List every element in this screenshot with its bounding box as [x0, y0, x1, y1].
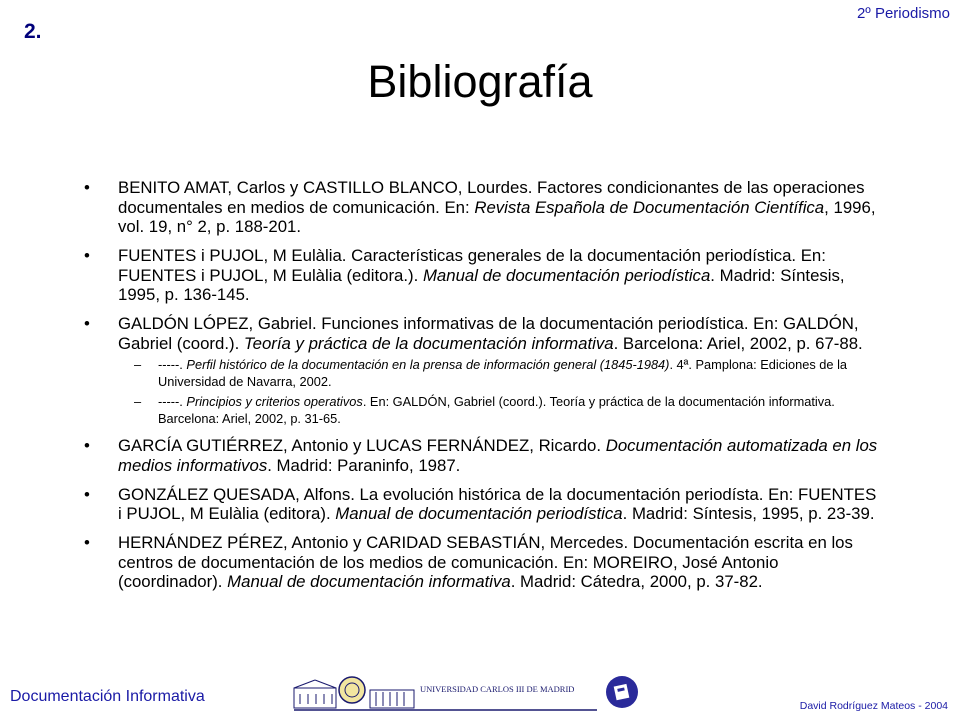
- entry-publication: Teoría y práctica de la documentación informativa: [243, 333, 614, 353]
- bullet-icon: •: [84, 246, 90, 265]
- library-badge-icon: [606, 676, 638, 708]
- bibliography-entry-3: [84, 314, 884, 353]
- seal-icon: [339, 677, 365, 703]
- dash-icon: –: [134, 394, 142, 409]
- bibliography-list: [84, 178, 884, 601]
- entry-details: . Madrid: Síntesis, 1995, p. 136-145.: [118, 265, 845, 304]
- university-name: UNIVERSIDAD CARLOS III DE MADRID: [420, 684, 575, 694]
- bibliography-entry-2: [84, 246, 884, 305]
- entry-text: BENITO AMAT, Carlos y CASTILLO BLANCO, Lourdes. Factores condicionantes de las operaciones documentales en medios de comunicación. En:: [118, 178, 865, 217]
- entry-details: . Barcelona: Ariel, 2002, p. 67-88.: [613, 333, 863, 353]
- entry-publication: Revista Española de Documentación Científica: [474, 197, 825, 217]
- bullet-icon: •: [84, 533, 90, 552]
- building-icon: [294, 680, 336, 708]
- columns-icon: [370, 690, 414, 708]
- subentry-publication: Principios y criterios operativos: [186, 394, 363, 409]
- entry-details: . Madrid: Paraninfo, 1987.: [267, 455, 461, 475]
- bibliography-entry-6: [84, 533, 884, 592]
- entry-publication: Documentación automatizada en los medios informativos: [118, 436, 878, 475]
- entry-text: GALDÓN LÓPEZ, Gabriel. Funciones informativas de la documentación periodística. En: GALDÓN, Gabriel (coord.).: [118, 314, 859, 353]
- entry-details: , 1996, vol. 19, n° 2, p. 188-201.: [118, 197, 876, 236]
- bullet-icon: •: [84, 178, 90, 197]
- entry-text: GONZÁLEZ QUESADA, Alfons. La evolución histórica de la documentación periodísta. En: FUENTES i PUJOL, M Eulàlia (editora).: [118, 484, 877, 523]
- subentry-text: -----.: [158, 357, 187, 372]
- subentry-details: . 4ª. Pamplona: Ediciones de la Universidad de Navarra, 2002.: [158, 357, 848, 389]
- entry-publication: Manual de documentación periodística: [422, 265, 711, 285]
- slide-title: Bibliografía: [367, 56, 593, 107]
- subentry-details: . En: GALDÓN, Gabriel (coord.). Teoría y práctica de la documentación informativa. Barcelona: Ariel, 2002, p. 31-65.: [158, 394, 835, 426]
- entry-details: . Madrid: Síntesis, 1995, p. 23-39.: [622, 504, 875, 523]
- entry-publication: Manual de documentación informativa: [227, 572, 511, 591]
- slide-number: 2.: [24, 20, 42, 43]
- entry-publication: Manual de documentación periodística: [335, 504, 623, 523]
- entry-text: HERNÁNDEZ PÉREZ, Antonio y CARIDAD SEBASTIÁN, Mercedes. Documentación escrita en los centros de documentación de los medios de comunicación. En: MOREIRO, José Antonio (coordinador).: [118, 533, 853, 591]
- entry-text: FUENTES i PUJOL, M Eulàlia. Características generales de la documentación periodística. En: FUENTES i PUJOL, M Eulàlia (editora.).: [118, 246, 826, 285]
- entry-details: . Madrid: Cátedra, 2000, p. 37-82.: [510, 572, 763, 591]
- bibliography-subentry-1: [84, 357, 884, 390]
- entry-text: GARCÍA GUTIÉRREZ, Antonio y LUCAS FERNÁNDEZ, Ricardo.: [118, 436, 606, 455]
- bullet-icon: •: [84, 314, 90, 333]
- course-label: 2º Periodismo: [856, 5, 950, 22]
- bullet-icon: •: [84, 484, 90, 504]
- subentry-text: -----.: [158, 394, 187, 409]
- dash-icon: –: [134, 357, 142, 372]
- bibliography-entry-1: [84, 178, 884, 237]
- bullet-icon: •: [84, 436, 90, 455]
- bibliography-entry-4: [84, 436, 884, 475]
- bibliography-subentry-2: [84, 394, 884, 427]
- footer-author: David Rodríguez Mateos - 2004: [799, 700, 948, 712]
- bibliography-entry-5: [84, 485, 884, 524]
- subentry-publication: Perfil histórico de la documentación en la prensa de información general (1845-1984): [186, 357, 670, 372]
- footer-course-title: Documentación Informativa: [10, 688, 205, 705]
- university-logo: [292, 670, 642, 716]
